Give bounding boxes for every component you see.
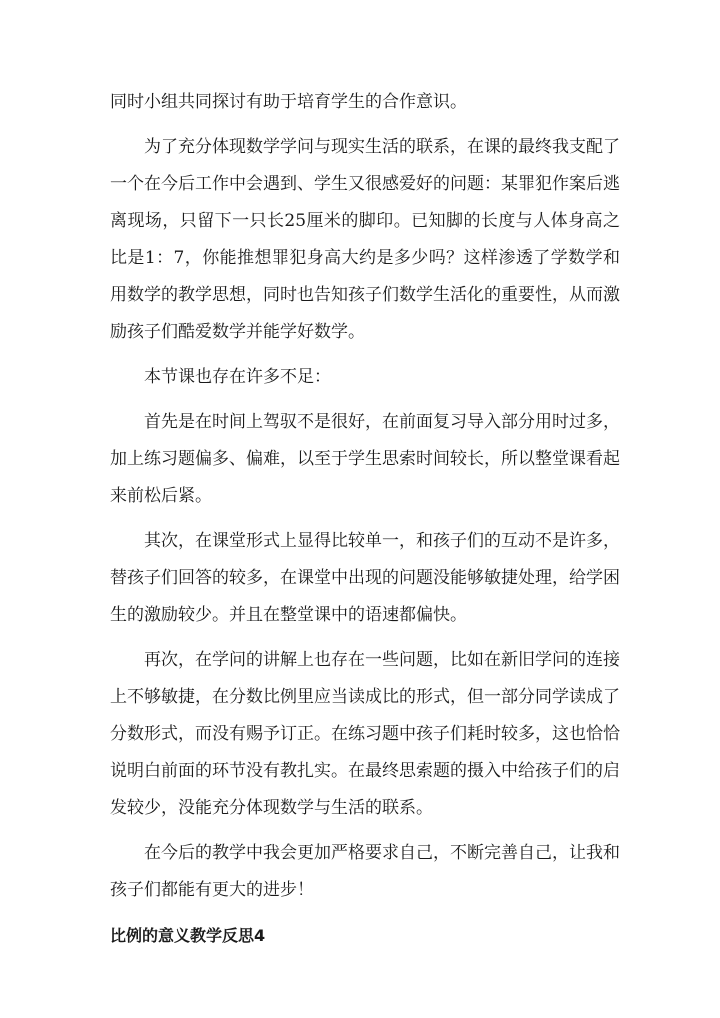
paragraph: 本节课也存在许多不足： xyxy=(144,367,331,387)
paragraph: 再次，在学问的讲解上也存在一些问题，比如在新旧学问的连接上不够敏捷，在分数比例里应当读成比的形式，但一部分同学读成了分数形式，而没有赐予订正。在练习题中孩子们耗时较多，这也恰恰说明白前面的环节没有教扎实。在最终思索题的摄入中给孩子们的启发较少，没能充分体现数学与生活的联系。 xyxy=(110,650,620,818)
section-heading: 比例的意义教学反思4 xyxy=(110,926,266,945)
paragraph: 为了充分体现数学学问与现实生活的联系，在课的最终我支配了一个在今后工作中会遇到、学生又很感爱好的问题：某罪犯作案后逃离现场，只留下一只长25厘米的脚印。已知脚的长度与人体身高之比是1：7，你能推想罪犯身高大约是多少吗？这样渗透了学数学和用数学的教学思想，同时也告知孩子们数学生活化的重要性，从而激励孩子们酷爱数学并能学好数学。 xyxy=(110,137,620,342)
document-body xyxy=(110,84,620,954)
paragraph: 首先是在时间上驾驭不是很好，在前面复习导入部分用时过多，加上练习题偏多、偏难，以至于学生思索时间较长，所以整堂课看起来前松后紧。 xyxy=(110,412,620,506)
paragraph: 其次，在课堂形式上显得比较单一，和孩子们的互动不是许多，替孩子们回答的较多，在课堂中出现的问题没能够敏捷处理，给学困生的激励较少。并且在整堂课中的语速都偏快。 xyxy=(110,531,620,625)
paragraph: 同时小组共同探讨有助于培育学生的合作意识。 xyxy=(110,92,467,112)
paragraph: 在今后的教学中我会更加严格要求自己，不断完善自己，让我和孩子们都能有更大的进步！ xyxy=(110,843,620,900)
